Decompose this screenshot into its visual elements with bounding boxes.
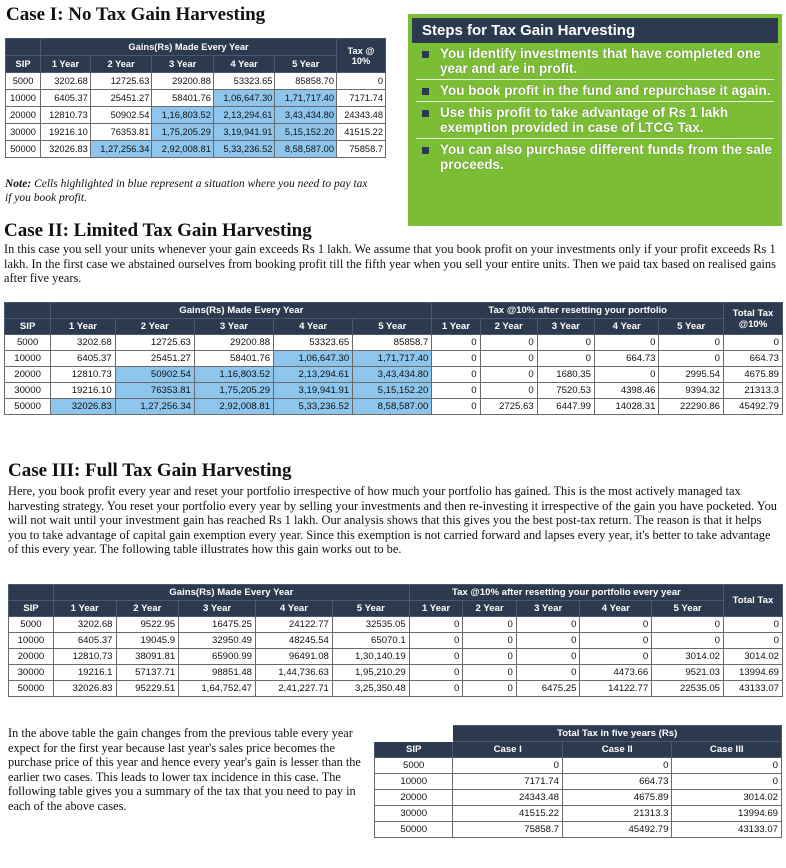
value-cell: 6475.25	[516, 681, 580, 697]
value-cell: 1,06,647.30	[213, 90, 275, 107]
sip-cell: 10000	[6, 90, 41, 107]
value-cell: 96491.08	[256, 649, 333, 665]
value-cell: 29200.88	[152, 73, 214, 90]
summary-header: Total Tax in five years (Rs)	[453, 726, 782, 742]
sip-cell: 5000	[5, 335, 51, 351]
sip-cell: 20000	[9, 649, 54, 665]
summary-col-case2: Case II	[562, 742, 672, 758]
case3-title: Case III: Full Tax Gain Harvesting	[8, 460, 292, 481]
value-cell: 24343.48	[337, 107, 386, 124]
sip-cell: 5000	[375, 758, 453, 774]
value-cell: 3014.02	[652, 649, 724, 665]
sip-cell: 10000	[5, 351, 51, 367]
case3-col-4: 4 Year	[256, 601, 333, 617]
value-cell: 0	[453, 758, 563, 774]
value-cell: 5,33,236.52	[213, 141, 275, 158]
value-cell: 14028.31	[594, 399, 659, 415]
steps-item: Use this profit to take advantage of Rs 1 lakh exemption provided in case of LTCG Tax.	[416, 102, 774, 139]
table-row	[375, 822, 782, 838]
value-cell: 16475.25	[179, 617, 256, 633]
case1-col-y1: 1 Year	[41, 56, 91, 73]
value-cell: 13994.69	[724, 665, 783, 681]
value-cell: 1,44,736.63	[256, 665, 333, 681]
value-cell: 38091.81	[116, 649, 179, 665]
value-cell: 0	[463, 649, 517, 665]
case3-col-8: 3 Year	[516, 601, 580, 617]
case2-title: Case II: Limited Tax Gain Harvesting	[4, 220, 312, 241]
case1-header-tax: Tax @ 10%	[337, 39, 386, 73]
value-cell: 1,64,752.47	[179, 681, 256, 697]
case1-note-label: Note:	[5, 178, 32, 190]
value-cell: 5,33,236.52	[274, 399, 353, 415]
value-cell: 21313.3	[562, 806, 672, 822]
steps-title: Steps for Tax Gain Harvesting	[412, 18, 778, 43]
value-cell: 8,58,587.00	[275, 141, 337, 158]
value-cell: 85858.7	[353, 335, 432, 351]
value-cell: 0	[516, 665, 580, 681]
bullet-square-icon	[422, 88, 429, 95]
table-row	[6, 141, 386, 158]
sip-cell: 50000	[375, 822, 453, 838]
table-row	[9, 617, 783, 633]
value-cell: 664.73	[724, 351, 783, 367]
value-cell: 0	[580, 633, 652, 649]
value-cell: 4398.46	[594, 383, 659, 399]
value-cell: 43133.07	[672, 822, 782, 838]
value-cell: 0	[432, 399, 480, 415]
value-cell: 3202.68	[51, 335, 116, 351]
table-row	[6, 73, 386, 90]
summary-col-case1: Case I	[453, 742, 563, 758]
value-cell: 4675.89	[724, 367, 783, 383]
table-row	[9, 681, 783, 697]
value-cell: 2,41,227.71	[256, 681, 333, 697]
value-cell: 29200.88	[194, 335, 273, 351]
case1-col-y3: 3 Year	[152, 56, 214, 73]
bullet-square-icon	[422, 147, 429, 154]
value-cell: 0	[659, 335, 724, 351]
value-cell: 3202.68	[41, 73, 91, 90]
value-cell: 57137.71	[116, 665, 179, 681]
value-cell: 0	[580, 649, 652, 665]
value-cell: 2,13,294.61	[213, 107, 275, 124]
steps-item: You book profit in the fund and repurchase it again.	[416, 80, 774, 102]
case3-col-1: 1 Year	[53, 601, 116, 617]
steps-list	[408, 43, 782, 179]
value-cell: 41515.22	[337, 124, 386, 141]
steps-box	[408, 14, 782, 226]
sip-cell: 30000	[9, 665, 54, 681]
case2-col-7: 2 Year	[480, 319, 537, 335]
value-cell: 76353.81	[115, 383, 194, 399]
value-cell: 0	[480, 351, 537, 367]
value-cell: 2,92,008.81	[152, 141, 214, 158]
value-cell: 0	[659, 351, 724, 367]
case2-col-9: 4 Year	[594, 319, 659, 335]
case1-header-gains: Gains(Rs) Made Every Year	[41, 39, 337, 56]
value-cell: 6405.37	[53, 633, 116, 649]
value-cell: 6405.37	[51, 351, 116, 367]
case2-column-row	[5, 319, 783, 335]
value-cell: 3202.68	[53, 617, 116, 633]
value-cell: 32026.83	[53, 681, 116, 697]
value-cell: 25451.27	[115, 351, 194, 367]
sip-cell: 50000	[6, 141, 41, 158]
value-cell: 0	[724, 617, 783, 633]
value-cell: 45492.79	[562, 822, 672, 838]
value-cell: 0	[562, 758, 672, 774]
value-cell: 0	[409, 665, 463, 681]
case2-table-body	[5, 335, 783, 415]
case3-col-3: 3 Year	[179, 601, 256, 617]
value-cell: 0	[672, 758, 782, 774]
value-cell: 53323.65	[213, 73, 275, 90]
value-cell: 1,06,647.30	[274, 351, 353, 367]
value-cell: 664.73	[562, 774, 672, 790]
value-cell: 1,27,256.34	[90, 141, 152, 158]
value-cell: 50902.54	[90, 107, 152, 124]
value-cell: 0	[337, 73, 386, 90]
table-row	[5, 399, 783, 415]
table-row	[5, 335, 783, 351]
steps-item: You identify investments that have completed one year and are in profit.	[416, 43, 774, 80]
sip-cell: 10000	[375, 774, 453, 790]
case2-header-total: Total Tax @10%	[724, 303, 783, 335]
value-cell: 1,71,717.40	[275, 90, 337, 107]
value-cell: 95229.51	[116, 681, 179, 697]
sip-cell: 20000	[375, 790, 453, 806]
value-cell: 3014.02	[724, 649, 783, 665]
table-row	[375, 758, 782, 774]
value-cell: 0	[516, 617, 580, 633]
case3-col-9: 4 Year	[580, 601, 652, 617]
case3-header-empty	[9, 585, 54, 601]
value-cell: 41515.22	[453, 806, 563, 822]
value-cell: 3,19,941.91	[213, 124, 275, 141]
case3-col-6: 1 Year	[409, 601, 463, 617]
value-cell: 0	[594, 367, 659, 383]
value-cell: 24122.77	[256, 617, 333, 633]
value-cell: 0	[463, 617, 517, 633]
value-cell: 0	[463, 681, 517, 697]
value-cell: 22290.86	[659, 399, 724, 415]
value-cell: 12810.73	[41, 107, 91, 124]
value-cell: 22535.05	[652, 681, 724, 697]
bullet-square-icon	[422, 110, 429, 117]
summary-col-case3: Case III	[672, 742, 782, 758]
value-cell: 32026.83	[41, 141, 91, 158]
case2-col-3: 3 Year	[194, 319, 273, 335]
value-cell: 14122.77	[580, 681, 652, 697]
table-row	[375, 774, 782, 790]
summary-table	[374, 725, 782, 838]
value-cell: 65900.99	[179, 649, 256, 665]
value-cell: 32950.49	[179, 633, 256, 649]
sip-cell: 50000	[5, 399, 51, 415]
case2-table	[4, 302, 783, 415]
case1-col-sip: SIP	[6, 56, 41, 73]
value-cell: 19216.1	[53, 665, 116, 681]
value-cell: 9521.03	[652, 665, 724, 681]
value-cell: 4675.89	[562, 790, 672, 806]
table-row	[9, 665, 783, 681]
value-cell: 0	[480, 383, 537, 399]
value-cell: 5,15,152.20	[353, 383, 432, 399]
value-cell: 1,75,205.29	[152, 124, 214, 141]
value-cell: 1,95,210.29	[332, 665, 409, 681]
bullet-square-icon	[422, 51, 429, 58]
value-cell: 0	[516, 633, 580, 649]
sip-cell: 20000	[5, 367, 51, 383]
value-cell: 19216.10	[51, 383, 116, 399]
value-cell: 45492.79	[724, 399, 783, 415]
value-cell: 0	[432, 383, 480, 399]
case1-header-empty	[6, 39, 41, 56]
value-cell: 3,43,434.80	[353, 367, 432, 383]
case1-table-body	[6, 73, 386, 158]
value-cell: 0	[463, 633, 517, 649]
sip-cell: 5000	[9, 617, 54, 633]
case2-col-10: 5 Year	[659, 319, 724, 335]
case3-col-7: 2 Year	[463, 601, 517, 617]
case3-col-2: 2 Year	[116, 601, 179, 617]
value-cell: 2,92,008.81	[194, 399, 273, 415]
value-cell: 3,25,350.48	[332, 681, 409, 697]
value-cell: 32026.83	[51, 399, 116, 415]
case3-col-0: SIP	[9, 601, 54, 617]
case3-col-10: 5 Year	[652, 601, 724, 617]
case3-col-5: 5 Year	[332, 601, 409, 617]
value-cell: 4473.66	[580, 665, 652, 681]
case2-col-1: 1 Year	[51, 319, 116, 335]
value-cell: 0	[672, 774, 782, 790]
value-cell: 0	[724, 633, 783, 649]
value-cell: 6447.99	[537, 399, 594, 415]
summary-header-empty	[375, 726, 453, 742]
case2-col-2: 2 Year	[115, 319, 194, 335]
table-row	[5, 351, 783, 367]
value-cell: 19045.9	[116, 633, 179, 649]
case3-table	[8, 584, 783, 697]
case2-col-8: 3 Year	[537, 319, 594, 335]
value-cell: 13994.69	[672, 806, 782, 822]
value-cell: 0	[409, 681, 463, 697]
value-cell: 50902.54	[115, 367, 194, 383]
sip-cell: 30000	[5, 383, 51, 399]
value-cell: 2,13,294.61	[274, 367, 353, 383]
value-cell: 0	[409, 633, 463, 649]
value-cell: 12810.73	[51, 367, 116, 383]
case2-header-tax: Tax @10% after resetting your portfolio	[432, 303, 724, 319]
steps-item: You can also purchase different funds from the sale proceeds.	[416, 139, 774, 175]
case1-table	[5, 38, 386, 158]
value-cell: 12725.63	[115, 335, 194, 351]
case1-col-y5: 5 Year	[275, 56, 337, 73]
value-cell: 664.73	[594, 351, 659, 367]
value-cell: 53323.65	[274, 335, 353, 351]
value-cell: 7171.74	[453, 774, 563, 790]
value-cell: 3014.02	[672, 790, 782, 806]
case2-col-0: SIP	[5, 319, 51, 335]
value-cell: 9522.95	[116, 617, 179, 633]
value-cell: 0	[480, 335, 537, 351]
sip-cell: 30000	[375, 806, 453, 822]
value-cell: 0	[594, 335, 659, 351]
summary-table-body	[375, 758, 782, 838]
value-cell: 8,58,587.00	[353, 399, 432, 415]
value-cell: 0	[652, 633, 724, 649]
case3-header-gains: Gains(Rs) Made Every Year	[53, 585, 409, 601]
value-cell: 1,30,140.19	[332, 649, 409, 665]
case2-col-5: 5 Year	[353, 319, 432, 335]
sip-cell: 10000	[9, 633, 54, 649]
value-cell: 76353.81	[90, 124, 152, 141]
table-row	[5, 367, 783, 383]
case3-header-total: Total Tax	[724, 585, 783, 617]
value-cell: 9394.32	[659, 383, 724, 399]
value-cell: 58401.76	[194, 351, 273, 367]
value-cell: 1,71,717.40	[353, 351, 432, 367]
sip-cell: 50000	[9, 681, 54, 697]
value-cell: 65070.1	[332, 633, 409, 649]
value-cell: 5,15,152.20	[275, 124, 337, 141]
value-cell: 1,75,205.29	[194, 383, 273, 399]
value-cell: 7520.53	[537, 383, 594, 399]
value-cell: 0	[537, 351, 594, 367]
value-cell: 1,16,803.52	[194, 367, 273, 383]
case3-paragraph: Here, you book profit every year and reset your portfolio irrespective of how much your portfolio has gained. This is the most actively managed tax harvesting strategy. You reset your portfolio every year by selling your investments and then re-investing it irrespective of the gain you have pocketed. You will not wait until your investment gain has reached Rs 1 lakh. Our analysis shows that this gives you the best post-tax return. The reason is that it helps you to take advantage of capital gain exemption every year. Since this exemption is not carried forward and lapses every year, it's better to take advantage of this every year. The following table illustrates how this gain works out to be.	[8, 484, 777, 557]
sip-cell: 5000	[6, 73, 41, 90]
table-row	[5, 383, 783, 399]
value-cell: 0	[409, 649, 463, 665]
case1-note-text: Cells highlighted in blue represent a situation where you need to pay tax if you book profit.	[5, 178, 368, 204]
value-cell: 48245.54	[256, 633, 333, 649]
value-cell: 0	[432, 367, 480, 383]
table-row	[9, 649, 783, 665]
value-cell: 58401.76	[152, 90, 214, 107]
value-cell: 75858.7	[453, 822, 563, 838]
value-cell: 2995.54	[659, 367, 724, 383]
value-cell: 0	[516, 649, 580, 665]
value-cell: 0	[409, 617, 463, 633]
value-cell: 0	[432, 335, 480, 351]
value-cell: 0	[432, 351, 480, 367]
case3-column-row	[9, 601, 783, 617]
case1-note	[5, 178, 375, 205]
case1-col-y2: 2 Year	[90, 56, 152, 73]
value-cell: 1,16,803.52	[152, 107, 214, 124]
table-row	[375, 790, 782, 806]
value-cell: 3,43,434.80	[275, 107, 337, 124]
value-cell: 75858.7	[337, 141, 386, 158]
value-cell: 1680.35	[537, 367, 594, 383]
value-cell: 12810.73	[53, 649, 116, 665]
summary-col-sip: SIP	[375, 742, 453, 758]
value-cell: 0	[537, 335, 594, 351]
case2-col-4: 4 Year	[274, 319, 353, 335]
case2-col-6: 1 Year	[432, 319, 480, 335]
value-cell: 43133.07	[724, 681, 783, 697]
value-cell: 25451.27	[90, 90, 152, 107]
case3-header-tax: Tax @10% after resetting your portfolio every year	[409, 585, 723, 601]
case2-paragraph: In this case you sell your units whenever your gain exceeds Rs 1 lakh. We assume that you book profit on your investments only if your profit exceeds Rs 1 lakh. In the first case we abstained ourselves from booking profit till the fifth year when you sell your entire units. Then we paid tax based on realised gains after five years.	[4, 242, 776, 286]
value-cell: 19216.10	[41, 124, 91, 141]
value-cell: 0	[480, 367, 537, 383]
value-cell: 3,19,941.91	[274, 383, 353, 399]
table-row	[6, 124, 386, 141]
table-row	[375, 806, 782, 822]
value-cell: 85858.70	[275, 73, 337, 90]
value-cell: 98851.48	[179, 665, 256, 681]
sip-cell: 30000	[6, 124, 41, 141]
table-row	[6, 107, 386, 124]
case1-col-y4: 4 Year	[213, 56, 275, 73]
value-cell: 21313.3	[724, 383, 783, 399]
case3-summary-paragraph: In the above table the gain changes from the previous table every year expect for the first year because last year's sales price becomes the purchase price of this year and hence every year's gain is lesser than the earlier two cases. This leads to lower tax incidence in this case. The following table gives you a summary of the tax that you need to pay in each of the above cases.	[8, 726, 361, 813]
case1-title: Case I: No Tax Gain Harvesting	[6, 4, 266, 25]
value-cell: 0	[724, 335, 783, 351]
table-row	[9, 633, 783, 649]
value-cell: 0	[463, 665, 517, 681]
value-cell: 2725.63	[480, 399, 537, 415]
case2-header-empty	[5, 303, 51, 319]
case3-table-body	[9, 617, 783, 697]
value-cell: 12725.63	[90, 73, 152, 90]
value-cell: 0	[652, 617, 724, 633]
case2-header-gains: Gains(Rs) Made Every Year	[51, 303, 432, 319]
table-row	[6, 90, 386, 107]
value-cell: 32535.05	[332, 617, 409, 633]
value-cell: 24343.48	[453, 790, 563, 806]
value-cell: 6405.37	[41, 90, 91, 107]
value-cell: 7171.74	[337, 90, 386, 107]
sip-cell: 20000	[6, 107, 41, 124]
value-cell: 1,27,256.34	[115, 399, 194, 415]
value-cell: 0	[580, 617, 652, 633]
